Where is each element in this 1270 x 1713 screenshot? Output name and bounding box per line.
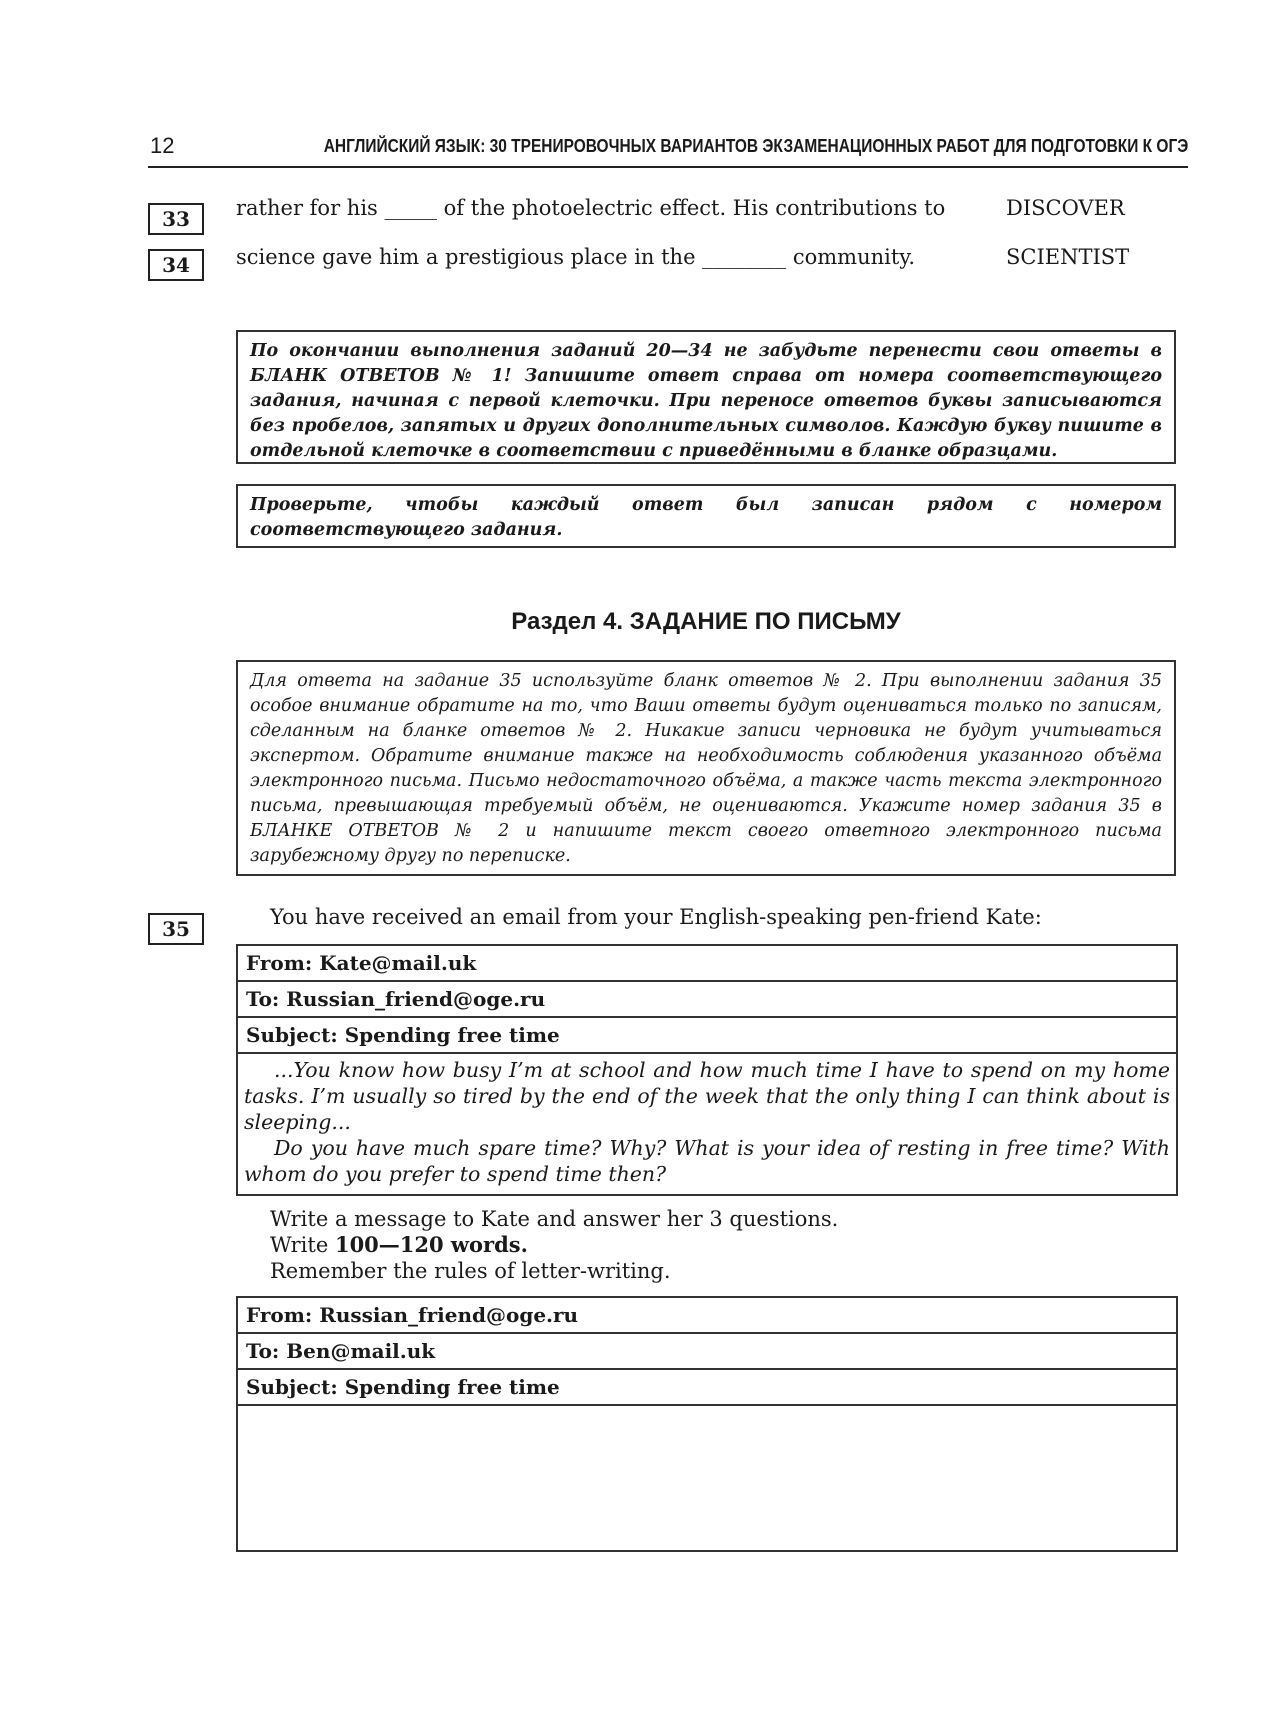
task-35-intro: You have received an email from your English-speaking pen-friend Kate: [270, 905, 1042, 929]
instruction-answer-questions: Write a message to Kate and answer her 3 questions. [270, 1207, 839, 1231]
incoming-email-subject: Subject: Spending free time [238, 1018, 1176, 1054]
incoming-email [236, 944, 1178, 1196]
notice-check-answers: Проверьте, чтобы каждый ответ был записан рядом с номером соответствующего задания. [236, 484, 1176, 548]
task-33-text: rather for his _____ of the photoelectric effect. His contributions to [236, 196, 946, 220]
incoming-email-body [238, 1054, 1176, 1190]
incoming-email-paragraph-2: Do you have much spare time? Why? What is your idea of resting in free time? With whom do you prefer to spend time then? [244, 1136, 1170, 1186]
reply-email-subject: Subject: Spending free time [238, 1370, 1176, 1406]
notice-transfer-answers: По окончании выполнения заданий 20—34 не забудьте перенести свои ответы в БЛАНК ОТВЕТОВ № 1! Запишите ответ справа от номера соответствующего задания, начиная с первой клеточки. При переносе ответов буквы записываются без пробелов, запятых и других дополнительных символов. Каждую букву пишите в отдельной клеточке в соответствии с приведёнными в бланке образцами. [236, 330, 1176, 464]
task-number-34: 34 [148, 249, 204, 281]
reply-email-form [236, 1296, 1178, 1552]
task-34-word: SCIENTIST [1006, 245, 1130, 269]
section-instructions: Для ответа на задание 35 используйте бланк ответов № 2. При выполнении задания 35 особое внимание обратите на то, что Ваши ответы будут оцениваться только по записям, сделанным на бланке ответов № 2. Никакие записи черновика не будут учитываться экспертом. Обратите внимание также на необходимость соблюдения указанного объёма электронного письма. Письмо недостаточного объёма, а также часть текста электронного письма, превышающая требуемый объём, не оцениваются. Укажите номер задания 35 в БЛАНКЕ ОТВЕТОВ № 2 и напишите текст своего ответного электронного письма зарубежному другу по переписке. [236, 660, 1176, 876]
task-33-word: DISCOVER [1006, 196, 1125, 220]
reply-email-body[interactable] [238, 1406, 1176, 1548]
reply-email-from: From: Russian_friend@oge.ru [238, 1298, 1176, 1334]
instruction-word-count-value: 100—120 words. [334, 1232, 528, 1257]
task-number-33: 33 [148, 203, 204, 235]
page-number: 12 [150, 133, 175, 158]
reply-email-to: To: Ben@mail.uk [238, 1334, 1176, 1370]
instruction-letter-rules: Remember the rules of letter-writing. [270, 1259, 671, 1283]
incoming-email-from: From: Kate@mail.uk [238, 946, 1176, 982]
section-title: Раздел 4. ЗАДАНИЕ ПО ПИСЬМУ [511, 608, 901, 635]
incoming-email-paragraph-1: ...You know how busy I’m at school and how much time I have to spend on my home tasks. I’m usually so tired by the end of the week that the only thing I can think about is sleeping... [244, 1058, 1170, 1134]
writing-instructions [270, 1206, 838, 1284]
task-number-35: 35 [148, 913, 204, 945]
task-34-text: science gave him a prestigious place in the ________ community. [236, 245, 916, 269]
instruction-word-count-prefix: Write [270, 1233, 335, 1257]
instruction-word-count [270, 1232, 838, 1258]
incoming-email-to: To: Russian_friend@oge.ru [238, 982, 1176, 1018]
header-divider [148, 166, 1188, 168]
book-title: АНГЛИЙСКИЙ ЯЗЫК: 30 ТРЕНИРОВОЧНЫХ ВАРИАНТОВ ЭКЗАМЕНАЦИОННЫХ РАБОТ ДЛЯ ПОДГОТОВКИ К ОГЭ [323, 136, 1188, 156]
